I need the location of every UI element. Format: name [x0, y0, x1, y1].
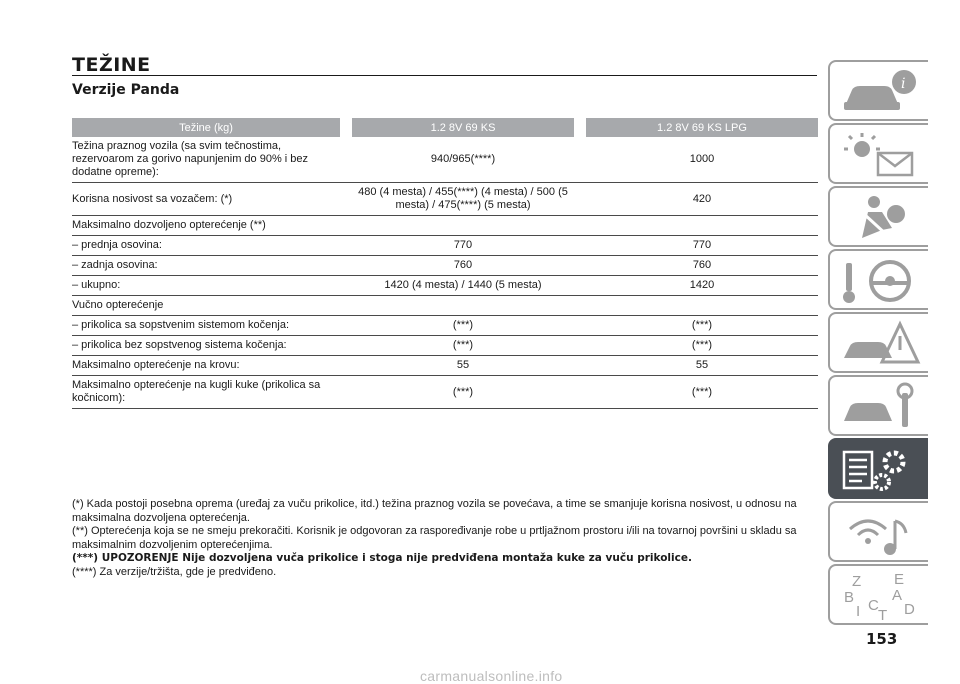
index-letter: A — [892, 587, 903, 604]
index-letter: D — [904, 601, 915, 618]
row-value-engine-2: 770 — [586, 236, 818, 256]
tab-technical-data[interactable] — [828, 438, 928, 499]
table-row — [72, 216, 818, 236]
row-value-engine-2: (***) — [586, 316, 818, 336]
tab-multimedia[interactable] — [828, 501, 928, 562]
row-label: Maksimalno opterećenje na kugli kuke (prikolica sa kočnicom): — [72, 376, 340, 409]
table-row — [72, 336, 818, 356]
watermark: carmanualsonline.info — [420, 668, 563, 684]
table-row — [72, 316, 818, 336]
maintenance-icon — [838, 381, 924, 433]
row-value-engine-1: 1420 (4 mesta) / 1440 (5 mesta) — [340, 276, 586, 296]
footnote-3-warning: (***) UPOZORENJE Nije dozvoljena vuča prikolice i stoga nije predviđena montaža kuke za vuču prikolice. — [72, 552, 692, 564]
row-label: Težina praznog vozila (sa svim tečnostima, rezervoarom za gorivo napunjenim do 90% i bez dodatne opreme): — [72, 137, 340, 183]
steering-wheel-key-icon — [838, 255, 924, 307]
warning-lights-icon — [838, 129, 924, 181]
footnote-1: (*) Kada postoji posebna oprema (uređaj za vuču prikolice, itd.) težina praznog vozila se povećava, a time se smanjuje korisna nosivost, u odnosu na maksimalna dozvoljena opterećenja. — [72, 498, 797, 524]
row-value-engine-1: (***) — [340, 376, 586, 409]
row-label: – prednja osovina: — [72, 236, 340, 256]
row-label: – ukupno: — [72, 276, 340, 296]
header-engine-1: 1.2 8V 69 KS — [352, 118, 574, 137]
index-letter: E — [894, 571, 905, 588]
header-engine-2: 1.2 8V 69 KS LPG — [586, 118, 818, 137]
row-value-engine-2: (***) — [586, 376, 818, 409]
footnotes — [72, 498, 818, 579]
tab-maintenance[interactable] — [828, 375, 928, 436]
tab-index[interactable] — [828, 564, 928, 625]
table-header-row — [72, 118, 818, 137]
index-letter: T — [878, 607, 888, 622]
row-value-engine-1: 760 — [340, 256, 586, 276]
row-label: Maksimalno dozvoljeno opterećenje (**) — [72, 216, 340, 236]
row-value-engine-2 — [586, 216, 818, 236]
row-value-engine-2 — [586, 296, 818, 316]
table-row — [72, 276, 818, 296]
table-row — [72, 236, 818, 256]
page-number: 153 — [866, 630, 898, 648]
car-info-icon — [838, 66, 924, 118]
row-value-engine-1: 55 — [340, 356, 586, 376]
svg-text:i: i — [901, 76, 906, 92]
tab-car-info[interactable] — [828, 60, 928, 121]
row-label: Vučno opterećenje — [72, 296, 340, 316]
table-row — [72, 356, 818, 376]
row-label: – prikolica sa sopstvenim sistemom kočenja: — [72, 316, 340, 336]
index-letter: Z — [852, 573, 862, 590]
chapter-sidebar — [828, 60, 932, 627]
header-weights: Težine (kg) — [72, 118, 340, 137]
breakdown-emergency-icon — [838, 318, 924, 370]
footnote-4: (****) Za verzije/tržišta, gde je predviđeno. — [72, 565, 277, 578]
row-label: Korisna nosivost sa vozačem: (*) — [72, 183, 340, 216]
weights-table — [72, 118, 818, 409]
index-letter: C — [868, 597, 879, 614]
row-label: Maksimalno opterećenje na krovu: — [72, 356, 340, 376]
subtitle: Verzije Panda — [72, 82, 180, 98]
row-value-engine-1: 940/965(****) — [340, 137, 586, 183]
tab-warning-lights[interactable] — [828, 123, 928, 184]
row-value-engine-1: (***) — [340, 316, 586, 336]
row-value-engine-2: (***) — [586, 336, 818, 356]
index-letter: I — [856, 603, 861, 620]
multimedia-icon — [838, 507, 924, 559]
row-value-engine-2: 420 — [586, 183, 818, 216]
row-value-engine-2: 55 — [586, 356, 818, 376]
row-value-engine-2: 1420 — [586, 276, 818, 296]
row-value-engine-1: 770 — [340, 236, 586, 256]
row-label: – prikolica bez sopstvenog sistema kočenja: — [72, 336, 340, 356]
table-row — [72, 256, 818, 276]
row-value-engine-1: (***) — [340, 336, 586, 356]
index-letter: B — [844, 589, 855, 606]
tab-starting-driving[interactable] — [828, 249, 928, 310]
row-value-engine-1: 480 (4 mesta) / 455(****) (4 mesta) / 500 (5 mesta) / 475(****) (5 mesta) — [340, 183, 586, 216]
table-row — [72, 296, 818, 316]
tab-emergency[interactable] — [828, 312, 928, 373]
row-label: – zadnja osovina: — [72, 256, 340, 276]
table-row — [72, 137, 818, 183]
row-value-engine-1 — [340, 216, 586, 236]
table-row — [72, 376, 818, 409]
row-value-engine-1 — [340, 296, 586, 316]
technical-data-icon — [838, 444, 924, 496]
table-row — [72, 183, 818, 216]
tab-safety[interactable] — [828, 186, 928, 247]
section-title: TEŽINE — [72, 54, 151, 76]
title-divider — [72, 75, 817, 76]
index-icon — [838, 570, 924, 622]
row-value-engine-2: 760 — [586, 256, 818, 276]
row-value-engine-2: 1000 — [586, 137, 818, 183]
footnote-2: (**) Opterećenja koja se ne smeju prekoračiti. Korisnik je odgovoran za raspoređivanje robe u prtljažnom prostoru i/ili na tovarnoj površini u skladu sa maksimalnim dozvoljenim opterećenjima. — [72, 525, 797, 551]
airbag-safety-icon — [838, 192, 924, 244]
